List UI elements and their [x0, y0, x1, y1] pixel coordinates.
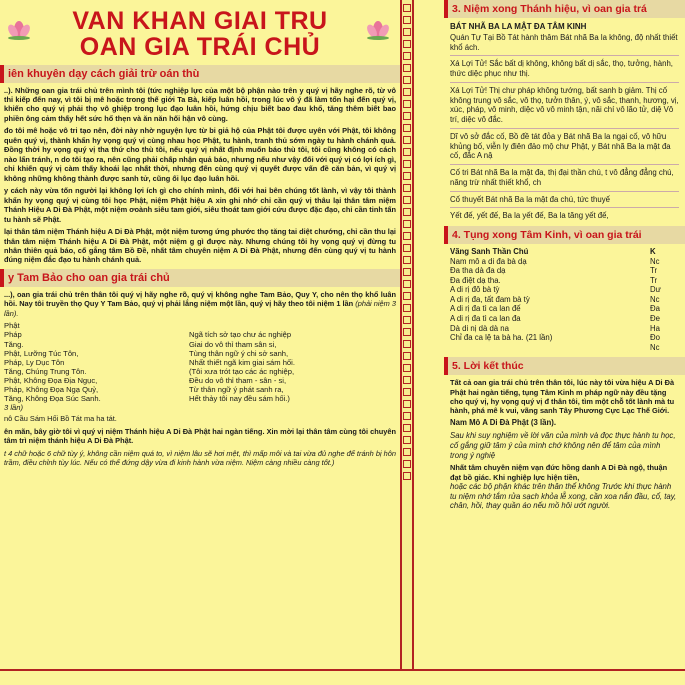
title-line-1: VAN KHAN GIAI TRU: [72, 7, 328, 35]
paragraph: ..). Những oan gia trái chủ trên mình tôi (tức nghiệp lực của một bộ phận nào trên y quý vị hãy nghe rõ, từ vô thỉ kiếp đến nay, vì tôi bị mê hoặc trong thế giới Ta Bà, kiếp luân hồi, trong lúc vô ý đã làm tổn hại đến quý vị, khiến cho quý vị phải thọ vô ghiệp trong lục đạo luân hồi, hứng chịu biết bao đau khổ, tăng thêm biết bao phiền ông cảm thấy hết sức hổ thẹn và ăn năn hối hận vô cùng.: [4, 85, 396, 123]
paragraph: ên mãn, bây giờ tôi vì quý vị niệm Thánh hiệu A Di Đà Phật hai ngàn tiếng. Xin mời lại thân tâm cùng tôi chuyên tâm trì niệm thánh hiệu A Di Đà Phật.: [4, 426, 396, 446]
section-heading: 4. Tụng xong Tâm Kinh, vì oan gia trái: [444, 226, 685, 244]
mantra-title: K: [650, 247, 656, 257]
mantra-line: Đa tha dà đa dạ: [450, 266, 506, 276]
paragraph-note: (phải niệm 3 lần).: [4, 299, 396, 318]
mantra-title: Vãng Sanh Thần Chú: [450, 247, 529, 257]
mantra-block: [450, 247, 685, 352]
paragraph: nô Cầu Sám Hối Bồ Tát ma ha tát.: [4, 414, 117, 424]
right-panel: [414, 0, 685, 671]
mantra-line: Đe: [650, 314, 660, 324]
list-item: Tăng, Không Đọa Súc Sanh.: [4, 394, 101, 404]
refuge-list-col-2: [189, 321, 396, 412]
paragraph: Cố thuyết Bát nhã Ba la mật đa chú, tức thuyế: [450, 194, 610, 204]
list-item: (Tôi xưa trót tạo các ác nghiệp,: [189, 366, 295, 376]
list-item: [189, 321, 396, 330]
mantra-line: Nam mô a di đa bà dạ: [450, 256, 527, 266]
mantra-line: Tr: [650, 266, 658, 276]
section-heading: iên khuyên dạy cách giải trừ oán thù: [0, 65, 400, 83]
paragraph: Quán Tự Tại Bồ Tát hành thâm Bát nhã Ba la không, độ nhất thiết khổ ách.: [450, 33, 678, 52]
mantra-line: Đo: [650, 333, 660, 343]
mantra-line: Đa điệt dạ tha.: [450, 275, 501, 285]
sutra-title: BÁT NHÃ BA LA MẬT ĐA TÂM KINH: [450, 22, 587, 31]
lotus-icon: [365, 14, 391, 40]
list-item: Phật, Lưỡng Túc Tôn,: [4, 348, 79, 358]
mantra-line: Nc: [650, 256, 660, 266]
refuge-list: [4, 321, 396, 412]
list-item: Đều do vô thỉ tham - sân - si,: [189, 376, 287, 385]
mantra-line: Nc: [650, 342, 660, 352]
mantra-line: Nc: [650, 294, 660, 304]
mantra-line: A di rị đô bà tỳ: [450, 285, 500, 295]
paragraph: [4, 290, 396, 318]
refuge-list-col-1: [4, 321, 189, 412]
list-item: Pháp: [4, 330, 22, 340]
paragraph: Xá Lợi Tử! Thị chư pháp không tướng, bất sanh b giảm. Thị cố không trung vô sắc, vô thọ, tưởn thân, ý, vô sắc, thanh, hương, vị, xúc, pháp, vô minh, diệc vô vô minh tận, nãi chí vô lão tử, diệ Vô trí, diệc vô đắc.: [450, 85, 679, 125]
mantra-line: Dư: [650, 285, 661, 295]
list-item: Từ thân ngữ ý phát sanh ra,: [189, 385, 284, 395]
list-item: 3 lần): [4, 403, 23, 413]
list-item: Nhất thiết ngã kim giai sám hối.: [189, 357, 295, 367]
list-item: Tăng.: [4, 339, 24, 349]
mantra-line: Chỉ đa ca lệ ta bà ha. (21 lần): [450, 333, 553, 343]
paragraph: Cố tri Bát nhã Ba la mật đa, thị đại thần chú, t vô đẳng đẳng chú, năng trừ nhất thiết khổ, ch: [450, 168, 674, 187]
mantra-line: Tr: [650, 275, 658, 285]
paragraph: lại thân tâm niệm Thánh hiệu A Di Đà Phật, một niệm tương ứng phước thọ tăng tai diệt chướng, chỉ cần thu lại thân tâm niệm Thánh hiệu A Di Đà Phật, một niệm g gì được này. Nhưng chúng tôi hy vọng quý vị đừng tu nhân thiên quả báo, cố gắng tâm Bồ Đề, nhất tâm chuyên niệm A Di Đà Phật, nhưng đến cùng quý vị tu hành đúng niệm đắc đạo tu hành chánh quả.: [4, 227, 396, 265]
paragraph: Dĩ vô sở đắc cố, Bồ đề tát đỏa y Bát nhã Ba la ngại cố, vô hữu khủng bố, viễn ly điên đảo mộ chư Phật, y Bát nhã Ba la mật đa cố, đắc A nậ: [450, 131, 671, 161]
list-item: Pháp, Không Đọa Ngạ Quỷ,: [4, 385, 99, 395]
mantra-col-2: [650, 247, 685, 352]
list-item: Tăng, Chúng Trung Tôn.: [4, 366, 87, 376]
column-divider: [400, 0, 414, 671]
section-heading: 3. Niệm xong Thánh hiệu, vì oan gia trá: [444, 0, 685, 18]
section-heading: 5. Lời kết thúc: [444, 357, 685, 375]
list-item: Ngã tích sở tạo chư ác nghiệp: [189, 330, 292, 340]
paragraph: hoặc các bộ phận khác trên thân thể không Trước khi thực hành tu niệm nhớ tắm rửa sạch khỏa lễ xong, cần xoa nắn đầu, cổ, tay, chân, hồi, thay quần áo nếu mồ hôi ướt người.: [450, 481, 677, 511]
mantra-line: Ha: [650, 323, 660, 333]
list-item: Hết thảy tôi nay đều sám hối.): [189, 394, 290, 404]
paragraph: Nam Mô A Di Đà Phật (3 lần).: [450, 418, 556, 428]
mantra-line: Đa: [650, 304, 660, 314]
list-item: Tùng thân ngữ ý chi sở sanh,: [189, 348, 289, 358]
mantra-line: A di rị đa tì ca lan đa: [450, 314, 521, 324]
paragraph: đo tôi mê hoặc vô tri tạo nên, đời này nhờ nguyện lực từ bi giả hộ của Phật tôi được uyên với Phật, tôi không quên quý vị, thành khẩn hy vọng quý vị cùng nhau học Phật, tu hành, tranh thủ sớm ngày tu hành chánh quả. Đồng thời hy vọng quý vị tha thứ cho thù tôi, nếu quý vị nhất định muốn báo thù tôi, tôi cũng không có cách nào lẩn tránh, n do tôi tạo ra, nên cũng phải chấp nhận quả báo, nhưng nếu như vậy đối với quý vị có lợi ích gì, chỉ khiến quý vị càm thấy khoái lạc nhất thời, nhưng đến cùng quý vị quyết được vấn đề căn bản, vì quý vị không những không thành được sanh tử, cũng ối lục đạo luân hồi.: [4, 126, 397, 183]
paragraph: Nhất tâm chuyên niệm vạn đức hồng danh A Di Đà ngộ, thuận đạt bồ giác. Khi nghiệp lực hiện tiền,: [450, 463, 668, 482]
mantra-line: Dà di nị dà dà na: [450, 323, 509, 333]
paragraph: Yết đế, yết đế, Ba la yết đế, Ba la tăng yết đế,: [450, 211, 609, 221]
mantra-line: A di rị đa tì ca lan đế: [450, 304, 521, 314]
lotus-icon: [6, 14, 32, 40]
paragraph-text: ...), oan gia trái chủ trên thân tôi quý vị hãy nghe rõ, quý vị không nghe Tam Bảo, Quy Y, cho nên thọ khổ luân hồi. Nay tôi truyền thọ Quy Y Tam Bảo, quý vị phải lắng niệm một lần, quý vị hãy theo tôi niệm 1 lần: [4, 289, 396, 309]
paragraph: Sau khi suy nghiệm về lời văn của mình và đọc thực hành tu học, cố gắng giữ tâm ý của mình chớ không nên để tâm của mình trong ý nghiệ: [450, 431, 676, 460]
bottom-border: [0, 669, 685, 685]
paragraph: y cách này vừa tốn người lại không lợi ích gì cho chính mình, đối với hai bên chúng tốt lành, vì vậy tôi thành khẩn hy vọng quý vị cùng tôi học Phật, niệm Phật hiệu A xin ghi nhớ chỉ cần quý vị thâu lại thân tâm niệm Thánh Hiệu A Di Đà Phật, một niệm ơoành siêu tam giới, siêu thoát tam giới cứu được đặc đạo, chỉ cần tinh tấn tu hành sẽ Phật.: [4, 186, 396, 224]
mantra-col-1: [450, 247, 650, 352]
list-item: Phật: [4, 321, 20, 331]
mantra-line: A di rị đa, tất đam bà tỳ: [450, 294, 530, 304]
paragraph: t 4 chữ hoặc 6 chữ tùy ý, không cần niệm quá to, vì niệm lâu sẽ hơi mệt, thì mấp môi và tai vừa đủ nghe để tránh bị hôn trầm, điều chỉnh tùy lúc. Nếu có thể đứng dậy vừa đi kinh hành vừa niệm. Niệm càng nhiều càng tốt.): [4, 448, 396, 468]
title-line-2: OAN GIA TRÁI CHỦ: [79, 33, 321, 62]
list-item: Pháp, Ly Dục Tôn: [4, 357, 65, 367]
section-heading: y Tam Bảo cho oan gia trái chủ: [0, 269, 400, 287]
list-item: Giai do vô thỉ tham sân si,: [189, 339, 277, 349]
paragraph: Tất cả oan gia trái chủ trên thân tôi, lúc này tôi vừa hiệu A Di Đà Phật hai ngàn tiếng, tụng Tâm Kinh m pháp ngữ này đều tặng cho quý vị, hy vọng quý vị đ thân tôi, tìm một chỗ tốt lành mà tu hành, phá mê k vui, vãng sanh Tây Phương Cực Lạc Thế Giới.: [450, 378, 675, 416]
list-item: Phật, Không Đọa Địa Ngục,: [4, 376, 98, 385]
page-title: [0, 8, 400, 61]
paragraph: Xá Lợi Tử! Sắc bất dị không, không bất dị sắc, thọ, tưởng, hành, thức diệc phục như thị.: [450, 59, 673, 79]
